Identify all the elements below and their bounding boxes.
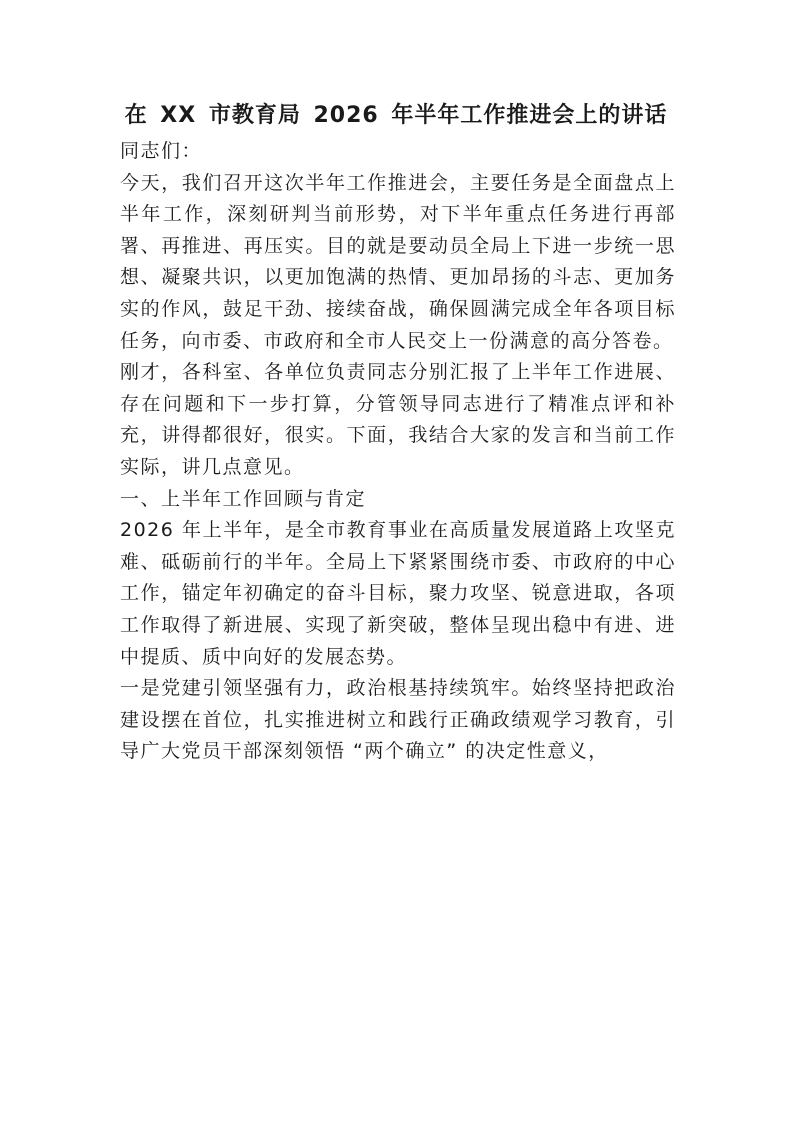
paragraph-party-building: 一是党建引领坚强有力，政治根基持续筑牢。始终坚持把政治建设摆在首位，扎实推进树立和践行正确政绩观学习教育，引导广大党员干部深刻领悟 “两个确立” 的决定性意义， (120, 677, 676, 763)
paragraph-reports: 刚才，各科室、各单位负责同志分别汇报了上半年工作进展、存在问题和下一步打算，分管领导同志进行了精准点评和补充，讲得都很好，很实。下面，我结合大家的发言和当前工作实际，讲几点意见。 (120, 361, 676, 478)
salutation: 同志们： (120, 140, 203, 162)
document-page (120, 96, 676, 768)
paragraph-intro: 今天，我们召开这次半年工作推进会，主要任务是全面盘点上半年工作，深刻研判当前形势，对下半年重点任务进行再部署、再推进、再压实。目的就是要动员全局上下进一步统一思想、凝聚共识，以更加饱满的热情、更加昂扬的斗志、更加务实的作风，鼓足干劲、接续奋战，确保圆满完成全年各项目标任务，向市委、市政府和全市人民交上一份满意的高分答卷。 (120, 171, 676, 352)
section-heading-1: 一、上半年工作回顾与肯定 (120, 487, 367, 510)
document-title: 在 XX 市教育局 2026 年半年工作推进会上的讲话 (124, 103, 668, 128)
paragraph-review: 2026 年上半年，是全市教育事业在高质量发展道路上攻坚克难、砥砺前行的半年。全局上下紧紧围绕市委、市政府的中心工作，锚定年初确定的奋斗目标，聚力攻坚、锐意进取，各项工作取得了新进展、实现了新突破，整体呈现出稳中有进、进中提质、质中向好的发展态势。 (120, 519, 676, 668)
